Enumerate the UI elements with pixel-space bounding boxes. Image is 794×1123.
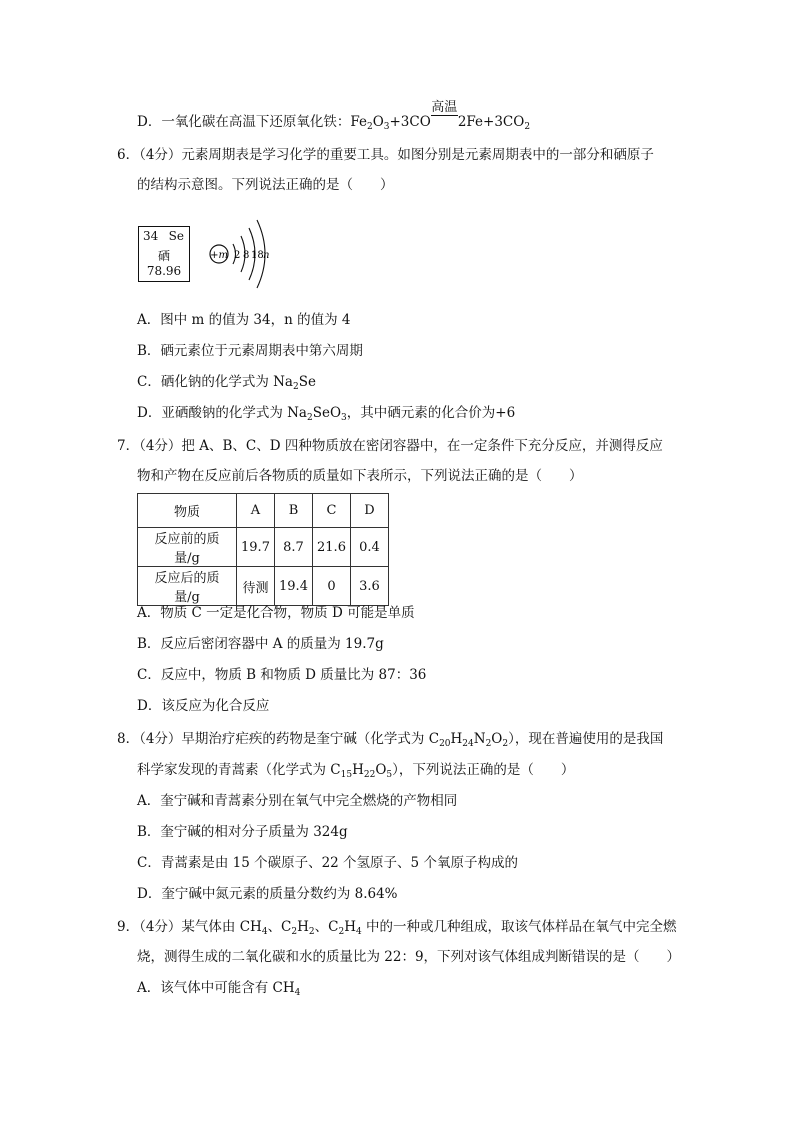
table-cell: 0.4 bbox=[351, 528, 389, 567]
table-cell: B bbox=[275, 494, 313, 528]
shell-count-2: 8 bbox=[243, 250, 250, 261]
q6-stem-line1: 6．（4分）元素周期表是学习化学的重要工具。如图分别是元素周期表中的一部分和硒原子 bbox=[117, 147, 654, 163]
table-cell: 待测 bbox=[237, 567, 275, 606]
table-cell: 0 bbox=[313, 567, 351, 606]
atom-structure-diagram bbox=[205, 214, 295, 294]
table-cell: 反应后的质量/g bbox=[138, 567, 237, 606]
element-symbol: Se bbox=[168, 229, 184, 243]
q8-stem-line2: 科学家发现的青蒿素（化学式为 $C_{15}H_{22}O_5$），下列说法正确的是（ ） bbox=[137, 762, 575, 780]
q7-stem-line2: 物和产物在反应前后各物质的质量如下表所示，下列说法正确的是（ ） bbox=[137, 468, 583, 484]
q7-option-d: D．该反应为化合反应 bbox=[137, 698, 270, 714]
table-cell: 3.6 bbox=[351, 567, 389, 606]
q8-option-d: D．奎宁碱中氮元素的质量分数约为 8.64% bbox=[137, 886, 398, 902]
q8-stem-line1: 8．（4分）早期治疗疟疾的药物是奎宁碱（化学式为 $C_{20}H_{24}N_2O_2$），现在普遍使用的是我国 bbox=[117, 731, 664, 749]
q6-option-c: C．硒化钠的化学式为 $Na_2Se$ bbox=[137, 374, 316, 392]
table-row bbox=[138, 528, 389, 567]
table-cell: 19.4 bbox=[275, 567, 313, 606]
element-name: 硒 bbox=[157, 249, 170, 263]
q5-option-d: D．一氧化碳在高温下还原氧化铁：$Fe_2O_3+3CO$ 高温 $2Fe+3CO_2$ bbox=[137, 100, 531, 132]
table-cell: 19.7 bbox=[237, 528, 275, 567]
q9-option-a: A．该气体中可能含有 $CH_4$ bbox=[137, 980, 301, 998]
q6-stem-line2: 的结构示意图。下列说法正确的是（ ） bbox=[137, 177, 394, 193]
table-cell: 21.6 bbox=[313, 528, 351, 567]
table-header-row bbox=[138, 494, 389, 528]
q7-option-a: A．物质 C 一定是化合物，物质 D 可能是单质 bbox=[137, 605, 415, 621]
q8-option-b: B．奎宁碱的相对分子质量为 324g bbox=[137, 824, 348, 840]
table-cell: 8.7 bbox=[275, 528, 313, 567]
shell-count-3: 18 bbox=[251, 250, 264, 261]
table-cell: C bbox=[313, 494, 351, 528]
q7-stem-line1: 7．（4分）把 A、B、C、D 四种物质放在密闭容器中，在一定条件下充分反应，并测得反应 bbox=[117, 438, 663, 454]
q6-option-d: D．亚硒酸钠的化学式为 $Na_2SeO_3$，其中硒元素的化合价为+6 bbox=[137, 405, 516, 423]
table-cell: A bbox=[237, 494, 275, 528]
nucleus-charge: +m bbox=[210, 250, 228, 261]
q9-stem-line1: 9．（4分）某气体由 $CH_4$、$C_2H_2$、$C_2H_4$ 中的一种或几种组成，取该气体样品在氧气中完全燃 bbox=[117, 919, 677, 937]
periodic-element-box bbox=[138, 226, 190, 282]
shell-count-4: n bbox=[263, 250, 270, 261]
atomic-mass: 78.96 bbox=[146, 264, 182, 278]
reaction-arrow bbox=[431, 100, 458, 132]
mass-table bbox=[137, 493, 389, 606]
q6-option-b: B．硒元素位于元素周期表中第六周期 bbox=[137, 343, 363, 359]
q8-option-a: A．奎宁碱和青蒿素分别在氧气中完全燃烧的产物相同 bbox=[137, 793, 458, 809]
q7-option-c: C．反应中，物质 B 和物质 D 质量比为 87：36 bbox=[137, 667, 427, 683]
table-cell: 反应前的质量/g bbox=[138, 528, 237, 567]
reaction-condition: 高温 bbox=[431, 100, 458, 115]
q9-stem-line2: 烧，测得生成的二氧化碳和水的质量比为 22：9，下列对该气体组成判断错误的是（ ） bbox=[137, 949, 681, 965]
q8-option-c: C．青蒿素是由 15 个碳原子、22 个氢原子、5 个氧原子构成的 bbox=[137, 855, 518, 871]
table-cell: 物质 bbox=[138, 494, 237, 528]
atomic-number: 34 bbox=[143, 229, 159, 243]
shell-count-1: 2 bbox=[234, 250, 241, 261]
q6-option-a: A．图中 m 的值为 34，n 的值为 4 bbox=[137, 312, 351, 328]
table-cell: D bbox=[351, 494, 389, 528]
q7-option-b: B．反应后密闭容器中 A 的质量为 19.7g bbox=[137, 636, 384, 652]
table-row bbox=[138, 567, 389, 606]
